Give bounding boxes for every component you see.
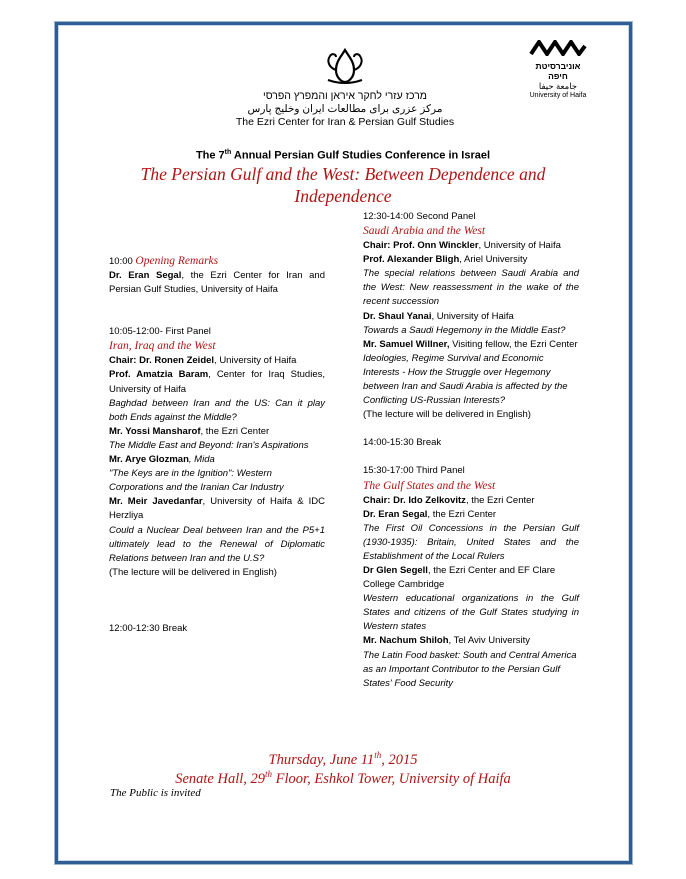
event-venue: Senate Hall, 29th Floor, Eshkol Tower, University of Haifa <box>175 769 511 787</box>
university-name-hebrew: אוניברסיטת חיפה <box>535 61 581 81</box>
speaker-mansharof: Mr. Yossi Mansharof, the Ezri Center <box>109 425 270 437</box>
third-panel-time: 15:30-17:00 Third Panel <box>363 465 465 477</box>
lunch-break: 12:00-12:30 Break <box>109 622 188 634</box>
first-panel-title: Iran, Iraq and the West <box>109 340 216 353</box>
second-panel-chair: Chair: Prof. Onn Winckler, University of Haifa <box>363 240 561 252</box>
second-panel-title: Saudi Arabia and the West <box>363 225 486 238</box>
talk-segell: Western educational organizations in the Gulf States and citizens of the Gulf States studying in Western states <box>363 593 579 633</box>
speaker-javedanfar: Mr. Meir Javedanfar, University of Haifa & IDC Herzliya <box>109 496 325 522</box>
afternoon-break: 14:00-15:30 Break <box>363 437 442 449</box>
talk-mansharof: The Middle East and Beyond: Iran's Aspirations <box>109 439 309 451</box>
talk-segal: The First Oil Concessions in the Persian Gulf (1930-1935): Britain, United States and the Establishment of the Local Rulers <box>363 522 579 562</box>
talk-yanai: Towards a Saudi Hegemony in the Middle East? <box>363 324 566 336</box>
speaker-segal: Dr. Eran Segal, the Ezri Center <box>363 508 497 520</box>
talk-glozman: "The Keys are in the Ignition": Western Corporations and the Iranian Car Industry <box>109 468 284 494</box>
university-of-haifa-logo <box>526 40 590 99</box>
center-name-persian: مرکز عزری برای مطالعات ایران وخلیج پارس <box>247 103 443 115</box>
university-emblem-icon <box>529 40 587 56</box>
center-name-english: The Ezri Center for Iran & Persian Gulf Studies <box>235 116 455 128</box>
speaker-bligh: Prof. Alexander Bligh, Ariel University <box>363 254 528 266</box>
speaker-segell: Dr Glen Segell, the Ezri Center and EF Clare College Cambridge <box>363 564 556 591</box>
speaker-glozman: Mr. Arye Glozman, Mida <box>109 454 215 466</box>
event-date: Thursday, June 11th, 2015 <box>268 750 418 768</box>
language-note-left: (The lecture will be delivered in English) <box>109 566 277 578</box>
opening-speaker: Dr. Eran Segal, the Ezri Center for Iran and Persian Gulf Studies, University of Haifa <box>109 270 325 296</box>
right-column <box>363 210 579 691</box>
second-panel-time: 12:30-14:00 Second Panel <box>363 211 476 222</box>
talk-baram: Baghdad between Iran and the US: Can it play both Ends against the Middle? <box>109 397 325 423</box>
third-panel-chair: Chair: Dr. Ido Zelkovitz, the Ezri Center <box>363 494 535 506</box>
conference-subtitle: The Persian Gulf and the West: Between Dependence and Independence <box>140 164 546 206</box>
university-name-english: University of Haifa <box>529 92 587 99</box>
talk-willner: Ideologies, Regime Survival and Economic Interests - How the Struggle over Hegemony between Iran and Saudi Arabia is affected by the Conflicting US-Russian Interests? <box>363 352 568 407</box>
ezri-center-logo <box>322 44 368 86</box>
university-name-arabic: جامعة حيفا <box>538 81 578 91</box>
public-invited: The Public is invited <box>110 787 201 799</box>
third-panel-title: The Gulf States and the West <box>363 479 496 492</box>
language-note-right: (The lecture will be delivered in English) <box>363 409 531 421</box>
speaker-yanai: Dr. Shaul Yanai, University of Haifa <box>363 310 514 322</box>
talk-javedanfar: Could a Nuclear Deal between Iran and the P5+1 ultimately lead to the Renewal of Diplomatic Relations between Iran and the U.S? <box>109 524 325 564</box>
speaker-willner: Mr. Samuel Willner, Visiting fellow, the Ezri Center <box>363 338 578 350</box>
talk-shiloh: The Latin Food basket: South and Central America as an Important Contributor to the Persian Gulf States' Food Security <box>363 649 577 689</box>
speaker-shiloh: Mr. Nachum Shiloh, Tel Aviv University <box>363 635 530 647</box>
first-panel-chair: Chair: Dr. Ronen Zeidel, University of Haifa <box>109 355 297 367</box>
center-name-hebrew: מרכז עזרי לחקר איראן והמפרץ הפרסי <box>262 90 428 102</box>
left-column <box>109 254 325 636</box>
first-panel-time: 10:05-12:00- First Panel <box>109 326 211 338</box>
talk-bligh: The special relations between Saudi Arabia and the West: New reassessment in the wake of the recent succession <box>363 268 579 308</box>
speaker-baram: Prof. Amatzia Baram, Center for Iraq Studies, University of Haifa <box>109 369 325 395</box>
opening-remarks: 10:00 Opening Remarks <box>109 255 219 267</box>
conference-title: The 7th Annual Persian Gulf Studies Conference in Israel <box>195 149 491 162</box>
